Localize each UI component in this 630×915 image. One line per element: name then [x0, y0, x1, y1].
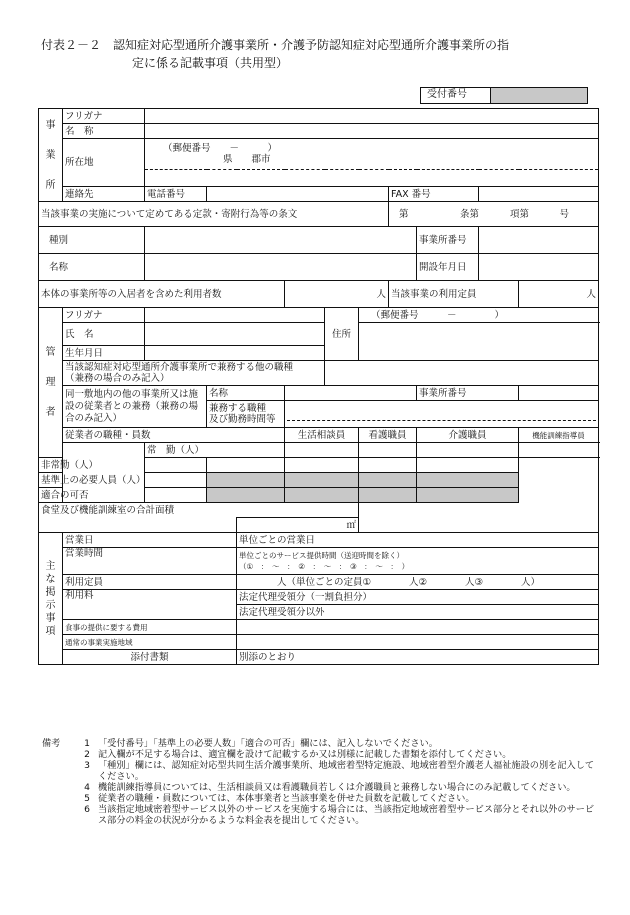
articles-article: 条第: [459, 208, 479, 220]
staff-cell[interactable]: [519, 443, 599, 458]
manager-address-field[interactable]: [359, 323, 599, 361]
open-date-field[interactable]: [479, 254, 599, 281]
note-item: 6 当該指定地域密着型サービス以外のサービスを実施する場合には、当該指定地域密着型サービス部分とそれ以外のサービス部分の料金の状況が分かるような料金表を提出してください。: [84, 804, 595, 826]
business-days-field[interactable]: 単位ごとの営業日: [237, 533, 599, 548]
office-contact-label: 連絡先: [63, 187, 145, 202]
title-line-2: 定に係る記載事項（共用型）: [132, 56, 289, 70]
staff-cell[interactable]: [359, 443, 417, 458]
service-area-label: 通常の事業実施地域: [63, 635, 237, 650]
manager-site-name-field[interactable]: [285, 386, 417, 401]
note-item: 備考 1 「受付番号」「基準上の必要人数」「適合の可否」欄には、記入しないでください。: [42, 738, 438, 749]
staff-col-2: 看護職員: [359, 428, 417, 443]
receipt-number-box: [420, 87, 588, 104]
users-field[interactable]: [285, 281, 389, 308]
area-unit: ㎡: [346, 519, 356, 531]
meal-field[interactable]: [237, 620, 599, 635]
users-unit: 人: [376, 288, 386, 300]
manager-site-job-label: 兼務する職種 及び勤務時間等: [207, 401, 285, 428]
receipt-number-field[interactable]: [491, 88, 587, 103]
staff-row-3-label: 基準上の必要人員（人）: [39, 473, 207, 488]
office-address-field[interactable]: [145, 139, 599, 170]
staff-col-3: 介護職員: [417, 428, 519, 443]
form-table: [38, 108, 599, 665]
staff-cell[interactable]: [417, 458, 519, 473]
staff-cell[interactable]: [207, 458, 285, 473]
name-row-label: 名称: [39, 254, 145, 281]
business-days-label: 営業日: [63, 533, 237, 548]
manager-postal: （郵便番号 － ）: [359, 308, 599, 323]
staff-cell-grey: [359, 473, 417, 488]
kind-label: 種別: [39, 227, 145, 254]
attach-label: 添付書類: [63, 650, 237, 665]
manager-address-label: 住所: [325, 308, 359, 361]
capacity-label: 当該事業の利用定員: [389, 281, 519, 308]
staff-cell-grey: [359, 488, 417, 503]
manager-other-job-field[interactable]: [325, 361, 599, 386]
manager-site-job-field[interactable]: [285, 401, 599, 428]
articles-label: 当該事業の実施について定めてある定款・寄附行為等の条文: [39, 202, 389, 227]
area-indent: [39, 518, 237, 533]
articles-first: 第: [399, 208, 409, 220]
manager-other-job-label: 当該認知症対応型通所介護事業所で兼務する他の職種 （兼務の場合のみ記入）: [63, 361, 325, 386]
area-blank: [359, 503, 599, 533]
manager-furigana-field[interactable]: [145, 308, 325, 323]
articles-field[interactable]: [389, 202, 599, 227]
staff-cell-grey: [417, 488, 519, 503]
articles-num: 号: [559, 208, 569, 220]
meal-label: 食事の提供に要する費用: [63, 620, 237, 635]
title-line-1: 付表２－２ 認知症対応型通所介護事業所・介護予防認知症対応型通所介護事業所の指: [41, 38, 510, 52]
manager-site-name-label: 名称: [207, 386, 285, 401]
staff-cell[interactable]: [359, 458, 417, 473]
kind-field[interactable]: [145, 227, 417, 254]
staff-row-1-label: 常 勤（人）: [145, 443, 285, 458]
staff-col-1: 生活相談員: [285, 428, 359, 443]
note-item: 4 機能訓練指導員については、生活相談員又は看護職員若しくは介護職員と兼務しない場合にのみ記載してください。: [84, 782, 576, 793]
fee-label: 利用料: [63, 590, 237, 620]
staff-cell-grey: [285, 473, 359, 488]
page-title: [41, 36, 601, 72]
office-phone-field[interactable]: [207, 187, 389, 202]
office-name-label: 名 称: [63, 124, 145, 139]
manager-birth-label: 生年月日: [63, 346, 145, 361]
fee-field-1[interactable]: 法定代理受領分（一割負担分）: [237, 590, 599, 605]
business-hours-field[interactable]: [237, 548, 599, 575]
office-address-detail[interactable]: [145, 170, 599, 187]
notes-header: 備考: [42, 738, 61, 749]
manager-name-label: 氏 名: [63, 323, 145, 346]
application-form: [38, 108, 599, 665]
business-hours-slots: （① ： ～ ： ② ： ～ ： ③ ： ～ ： ）: [239, 562, 410, 571]
office-phone-label: 電話番号: [145, 187, 207, 202]
receipt-number-label: 受付番号: [421, 88, 491, 103]
office-postal: （郵便番号 － ）: [163, 143, 278, 154]
staff-row-4-label: 適合の可否: [39, 488, 207, 503]
staff-cell-grey: [207, 473, 285, 488]
office-section-label: 事 業 所: [39, 109, 63, 202]
manager-section-label: 管 理 者: [39, 308, 63, 458]
manager-furigana-label: フリガナ: [63, 308, 145, 323]
capacity-field[interactable]: [519, 281, 599, 308]
area-label: 食堂及び機能訓練室の合計面積: [39, 503, 359, 518]
office-fax-label: FAX 番号: [389, 187, 479, 202]
open-date-label: 開設年月日: [417, 254, 479, 281]
note-item: 5 従業者の職種・員数については、本体事業者と当該事業を併せた員数を記載してください。: [84, 793, 475, 804]
note-item: 3 「種別」欄には、認知症対応型共同生活介護事業所、地域密着型特定施設、地域密着型介護老人福祉施設の別を記入してください。: [84, 760, 595, 782]
manager-birth-field[interactable]: [145, 346, 325, 361]
staff-cell[interactable]: [285, 458, 359, 473]
office-furigana-label: フリガナ: [63, 109, 145, 124]
office-address-label: 所在地: [63, 139, 145, 187]
staff-label: 従業者の職種・員数: [63, 428, 285, 443]
main-items-section-label: 主 な 掲 示 事 項: [39, 533, 63, 665]
kind-office-no-label: 事業所番号: [417, 227, 479, 254]
office-pref-city: 県 郡市: [223, 154, 271, 165]
staff-cell-grey: [207, 488, 285, 503]
business-hours-note: 単位ごとのサービス提供時間（送迎時間を除く）: [239, 551, 404, 560]
staff-col-4: 機能訓練指導員: [519, 428, 599, 443]
manager-site-office-no-label: 事業所番号: [417, 386, 519, 401]
manager-same-site-label: 同一敷地内の他の事業所又は施設の従業者との兼務（兼務の場合のみ記入）: [63, 386, 207, 428]
staff-cell[interactable]: [285, 443, 359, 458]
articles-item: 項第: [509, 208, 529, 220]
name-row-field[interactable]: [145, 254, 417, 281]
staff-row-2-label: 非常勤（人）: [39, 458, 207, 473]
users-label: 本体の事業所等の入居者を含めた利用者数: [39, 281, 285, 308]
office-fax-field[interactable]: [479, 187, 599, 202]
area-field[interactable]: [237, 518, 359, 533]
kind-office-no-field[interactable]: [479, 227, 599, 254]
note-item: 2 記入欄が不足する場合は、適宜欄を設けて記載するか又は別様に記載した書類を添付してください。: [84, 749, 512, 760]
service-area-field[interactable]: [237, 635, 599, 650]
capacity-items-label: 利用定員: [63, 575, 237, 590]
capacity-unit: 人: [586, 288, 596, 300]
staff-cell-grey: [285, 488, 359, 503]
manager-name-field[interactable]: [145, 323, 325, 346]
fee-field-2[interactable]: 法定代理受領分以外: [237, 605, 599, 620]
manager-site-office-no-field[interactable]: [519, 386, 599, 401]
staff-cell-grey: [417, 473, 519, 488]
office-furigana-field[interactable]: [145, 109, 599, 124]
attach-field[interactable]: 別添のとおり: [237, 650, 599, 665]
staff-cell[interactable]: [417, 443, 519, 458]
business-hours-label: 営業時間: [63, 548, 237, 575]
notes: [42, 738, 602, 826]
capacity-items-field[interactable]: 人（単位ごとの定員① 人② 人③ 人）: [237, 575, 599, 590]
office-name-field[interactable]: [145, 124, 599, 139]
